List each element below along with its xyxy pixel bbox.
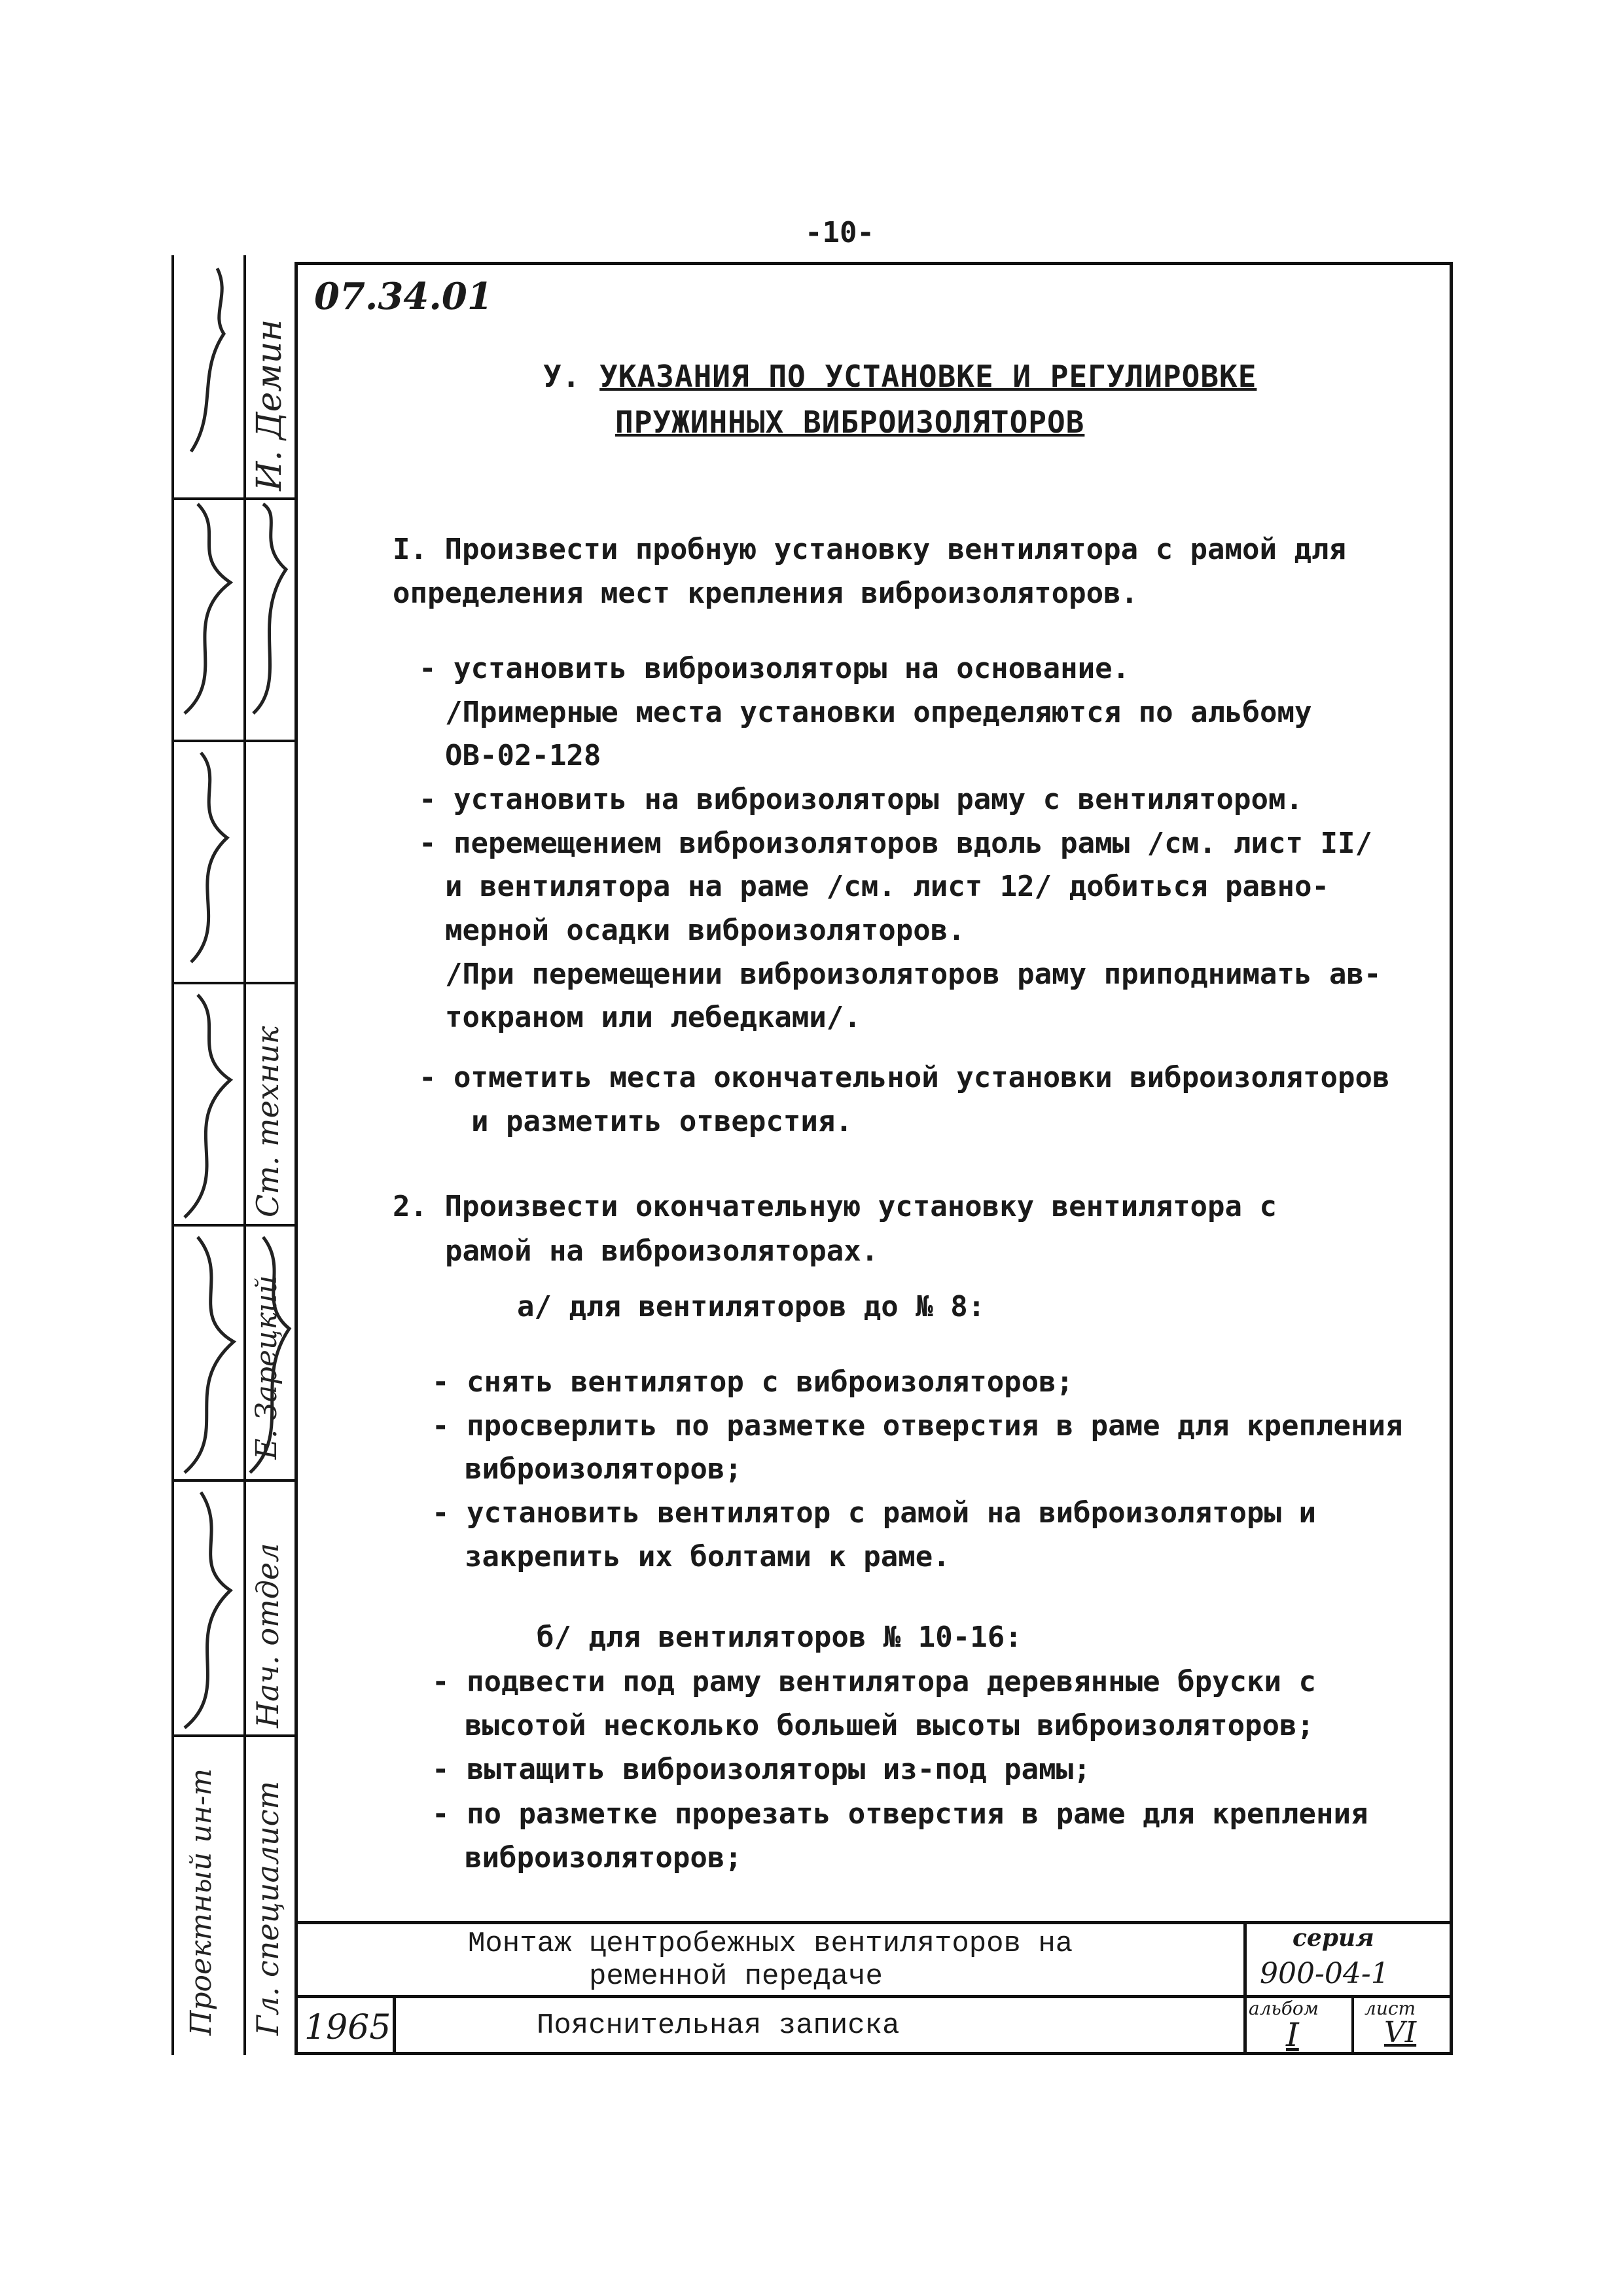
text-line: - подвести под раму вентилятора деревянные бруски с [432, 1665, 1317, 1698]
strip-role: Ст. техник [250, 1026, 285, 1217]
strip-name: Е. Зарецкий [250, 1275, 283, 1460]
page-frame [294, 262, 1453, 2055]
title-block-rule [393, 1995, 396, 2055]
text-line: - по разметке прорезать отверстия в раме для крепления [432, 1797, 1368, 1831]
section-numeral: У. [543, 359, 581, 394]
text-line: закрепить их болтами к раме. [465, 1540, 950, 1573]
text-line: - вытащить виброизоляторы из-под рамы; [432, 1753, 1091, 1786]
seria-value: 900-04-1 [1260, 1957, 1389, 1990]
album-label: альбом [1249, 1998, 1319, 2019]
text-line: 2. Произвести окончательную установку вентилятора с [393, 1190, 1277, 1223]
section-title-line1: УКАЗАНИЯ ПО УСТАНОВКЕ И РЕГУЛИРОВКЕ [599, 359, 1257, 394]
title-block-name: ременной передаче [589, 1960, 883, 1993]
text-line: ОВ-02-128 [445, 739, 601, 772]
text-line: мерной осадки виброизоляторов. [445, 914, 965, 947]
strip-org: Проектный ин-т [185, 1768, 218, 2036]
text-line: - отметить места окончательной установки виброизоляторов [419, 1061, 1390, 1094]
text-line: виброизоляторов; [465, 1452, 742, 1486]
text-line: /При перемещении виброизоляторов раму приподнимать ав- [445, 958, 1382, 991]
strip-role: Гл. специалист [250, 1780, 285, 2036]
text-line: - снять вентилятор с виброизоляторов; [432, 1365, 1074, 1399]
title-block-name: Монтаж центробежных вентиляторов на [468, 1928, 1073, 1960]
text-line: - просверлить по разметке отверстия в раме для крепления [432, 1409, 1403, 1443]
page-number: -10- [805, 216, 874, 249]
text-line: определения мест крепления виброизоляторов. [393, 577, 1139, 610]
text-line: I. Произвести пробную установку вентилятора с рамой для [393, 533, 1346, 566]
text-line: токраном или лебедками/. [445, 1001, 861, 1034]
year: 1965 [304, 2008, 391, 2047]
strip-role: Нач. отдел [250, 1543, 285, 1728]
text-line: - перемещением виброизоляторов вдоль рамы /см. лист II/ [419, 827, 1372, 860]
document-code: 07.34.01 [314, 275, 493, 318]
sheet-label: лист [1364, 1998, 1416, 2019]
album-value: I [1286, 2016, 1299, 2054]
doc-type: Пояснительная записка [537, 2009, 900, 2042]
text-line: б/ для вентиляторов № 10-16: [537, 1621, 1022, 1654]
title-block-rule [1351, 1995, 1354, 2055]
text-line: - установить виброизоляторы на основание. [419, 652, 1130, 685]
strip-name: И. Демин [250, 319, 289, 491]
seria-label: серия [1293, 1924, 1374, 1952]
text-line: виброизоляторов; [465, 1841, 742, 1874]
title-block-rule [294, 1921, 1453, 1924]
text-line: и вентилятора на раме /см. лист 12/ добиться равно- [445, 870, 1330, 903]
text-line: высотой несколько большей высоты виброизоляторов; [465, 1709, 1315, 1742]
section-heading [543, 359, 1257, 394]
text-line: и разметить отверстия. [471, 1105, 853, 1138]
title-block-rule [1243, 1921, 1247, 2055]
approval-strip [171, 255, 296, 2055]
signatures-drawing [171, 255, 296, 2055]
text-line: - установить на виброизоляторы раму с вентилятором. [419, 783, 1304, 816]
text-line: - установить вентилятор с рамой на виброизоляторы и [432, 1496, 1317, 1530]
text-line: /Примерные места установки определяются по альбому [445, 696, 1312, 729]
text-line: а/ для вентиляторов до № 8: [517, 1290, 986, 1323]
sheet-value: VI [1384, 2016, 1417, 2049]
section-title-line2: ПРУЖИННЫХ ВИБРОИЗОЛЯТОРОВ [615, 404, 1085, 440]
text-line: рамой на виброизоляторах. [445, 1234, 879, 1268]
